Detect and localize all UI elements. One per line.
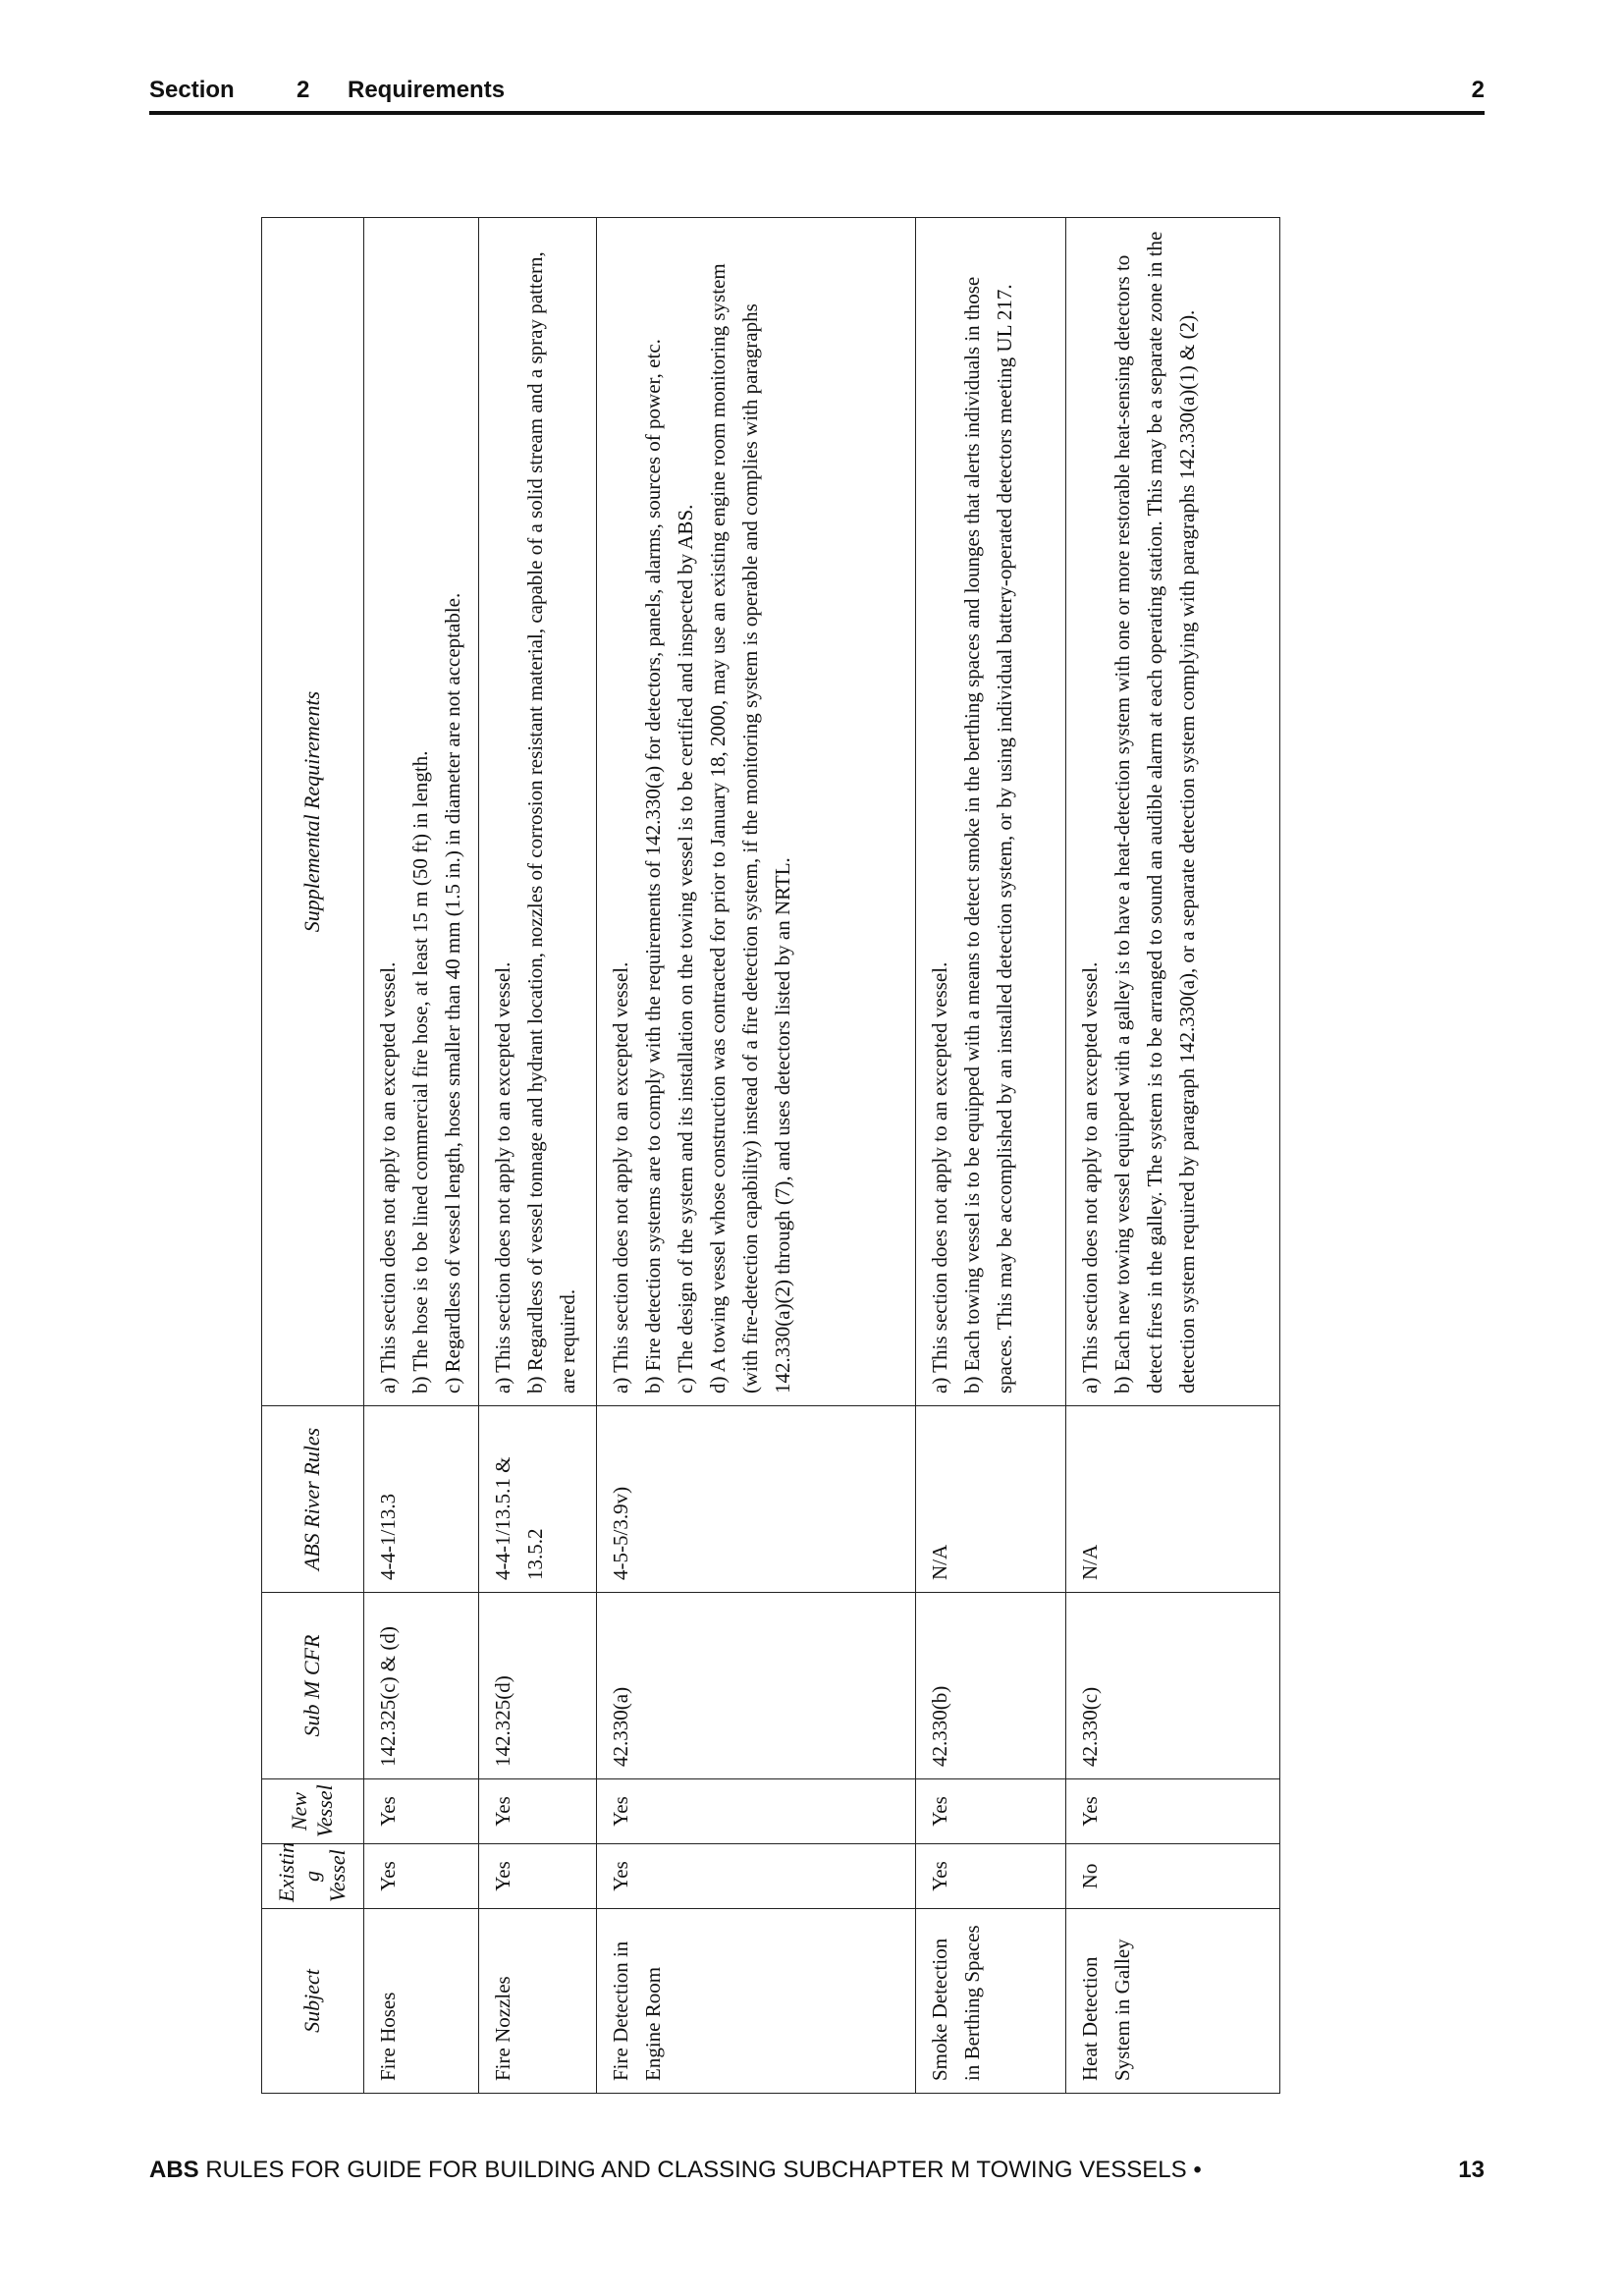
cell-supplemental <box>597 218 916 1406</box>
supplemental-line: c) Regardless of vessel length, hoses smaller than 40 mm (1.5 in.) in diameter are not acceptable. <box>440 592 464 1394</box>
table-row <box>479 218 597 2094</box>
col-header-new-vessel: New Vessel <box>262 1779 364 1844</box>
supplemental-line: a) This section does not apply to an excepted vessel. <box>375 961 400 1394</box>
section-title: Requirements <box>348 77 506 103</box>
col-header-subject: Subject <box>262 1909 364 2094</box>
footer-brand: ABS <box>149 2157 199 2183</box>
footer-page-number: 13 <box>1458 2157 1485 2183</box>
cell-cfr: 42.330(b) <box>916 1593 1065 1779</box>
supplemental-line: b) Each towing vessel is to be equipped with a means to detect smoke in the berthing spaces and lounges that alerts individuals in those spaces. This may be accomplished by an installed detection system, or by using individual battery-operated detectors meeting UL 217. <box>960 276 1017 1394</box>
cell-cfr: 142.325(d) <box>479 1593 597 1779</box>
supplemental-line: b) Regardless of vessel tonnage and hydrant location, nozzles of corrosion resistant material, capable of a solid stream and a spray pattern, are required. <box>523 251 580 1394</box>
supplemental-line: b) Fire detection systems are to comply with the requirements of 142.330(a) for detectors, panels, alarms, sources of power, etc. <box>641 339 666 1394</box>
rotated-table-wrapper <box>261 218 1280 2094</box>
cell-supplemental <box>916 218 1065 1406</box>
cell-abs: N/A <box>1065 1406 1279 1593</box>
supplemental-line: a) This section does not apply to an excepted vessel. <box>928 961 952 1394</box>
requirements-table <box>261 217 1280 2094</box>
table-row <box>1065 218 1279 2094</box>
footer-title: RULES FOR GUIDE FOR BUILDING AND CLASSING SUBCHAPTER M TOWING VESSELS • <box>198 2157 1202 2183</box>
supplemental-line: d) A towing vessel whose construction was contracted for prior to January 18, 2000, may use an existing engine room monitoring system (with fire-detection capability) instead of a fire detection system, if the monitoring system is operable and complies with paragraphs 142.330(a)(2) through (7), and uses detectors listed by an NRTL. <box>706 263 795 1394</box>
table-row <box>597 218 916 2094</box>
section-number: 2 <box>297 77 310 103</box>
col-header-abs-river-rules: ABS River Rules <box>262 1406 364 1593</box>
cell-abs: 4-4-1/13.5.1 & 13.5.2 <box>479 1406 597 1593</box>
cell-cfr: 142.325(c) & (d) <box>363 1593 479 1779</box>
section-label: Section <box>149 77 235 103</box>
cell-subject: Heat Detection System in Galley <box>1065 1909 1279 2094</box>
cell-new: Yes <box>1065 1779 1279 1844</box>
cell-subject: Smoke Detection in Berthing Spaces <box>916 1909 1065 2094</box>
cell-cfr: 42.330(c) <box>1065 1593 1279 1779</box>
page-header <box>149 77 1485 110</box>
cell-new: Yes <box>916 1779 1065 1844</box>
cell-abs: 4-4-1/13.3 <box>363 1406 479 1593</box>
cell-subject: Fire Detection in Engine Room <box>597 1909 916 2094</box>
col-header-existing-vessel: Existin g Vessel <box>262 1844 364 1909</box>
cell-new: Yes <box>479 1779 597 1844</box>
col-header-sub-m-cfr: Sub M CFR <box>262 1593 364 1779</box>
header-page-number: 2 <box>1471 77 1485 103</box>
cell-existing: Yes <box>916 1844 1065 1909</box>
table-header-row <box>262 218 364 2094</box>
cell-supplemental <box>1065 218 1279 1406</box>
table-row <box>363 218 479 2094</box>
supplemental-line: a) This section does not apply to an excepted vessel. <box>609 961 633 1394</box>
cell-new: Yes <box>363 1779 479 1844</box>
supplemental-line: a) This section does not apply to an excepted vessel. <box>491 961 515 1394</box>
cell-existing: Yes <box>363 1844 479 1909</box>
cell-new: Yes <box>597 1779 916 1844</box>
requirements-table-frame <box>261 218 1280 2094</box>
cell-subject: Fire Hoses <box>363 1909 479 2094</box>
cell-existing: Yes <box>597 1844 916 1909</box>
cell-existing: Yes <box>479 1844 597 1909</box>
table-row <box>916 218 1065 2094</box>
supplemental-line: b) Each new towing vessel equipped with a galley is to have a heat-detection system with one or more restorable heat-sensing detectors to detect fires in the galley. The system is to be arranged to sound an audible alarm at each operating station. This may be a separate zone in the detection system required by paragraph 142.330(a), or a separate detection system complying with paragraphs 142.330(a)(1) & (2). <box>1109 231 1199 1394</box>
cell-cfr: 42.330(a) <box>597 1593 916 1779</box>
page-footer <box>149 2157 1485 2190</box>
header-rule <box>149 111 1485 115</box>
col-header-supplemental: Supplemental Requirements <box>262 218 364 1406</box>
supplemental-line: b) The hose is to be lined commercial fire hose, at least 15 m (50 ft) in length. <box>407 750 432 1394</box>
supplemental-line: a) This section does not apply to an excepted vessel. <box>1077 961 1102 1394</box>
supplemental-line: c) The design of the system and its installation on the towing vessel is to be certified and inspected by ABS. <box>674 504 698 1394</box>
cell-abs: 4-5-5/3.9v) <box>597 1406 916 1593</box>
cell-abs: N/A <box>916 1406 1065 1593</box>
cell-subject: Fire Nozzles <box>479 1909 597 2094</box>
cell-supplemental <box>479 218 597 1406</box>
cell-supplemental <box>363 218 479 1406</box>
cell-existing: No <box>1065 1844 1279 1909</box>
